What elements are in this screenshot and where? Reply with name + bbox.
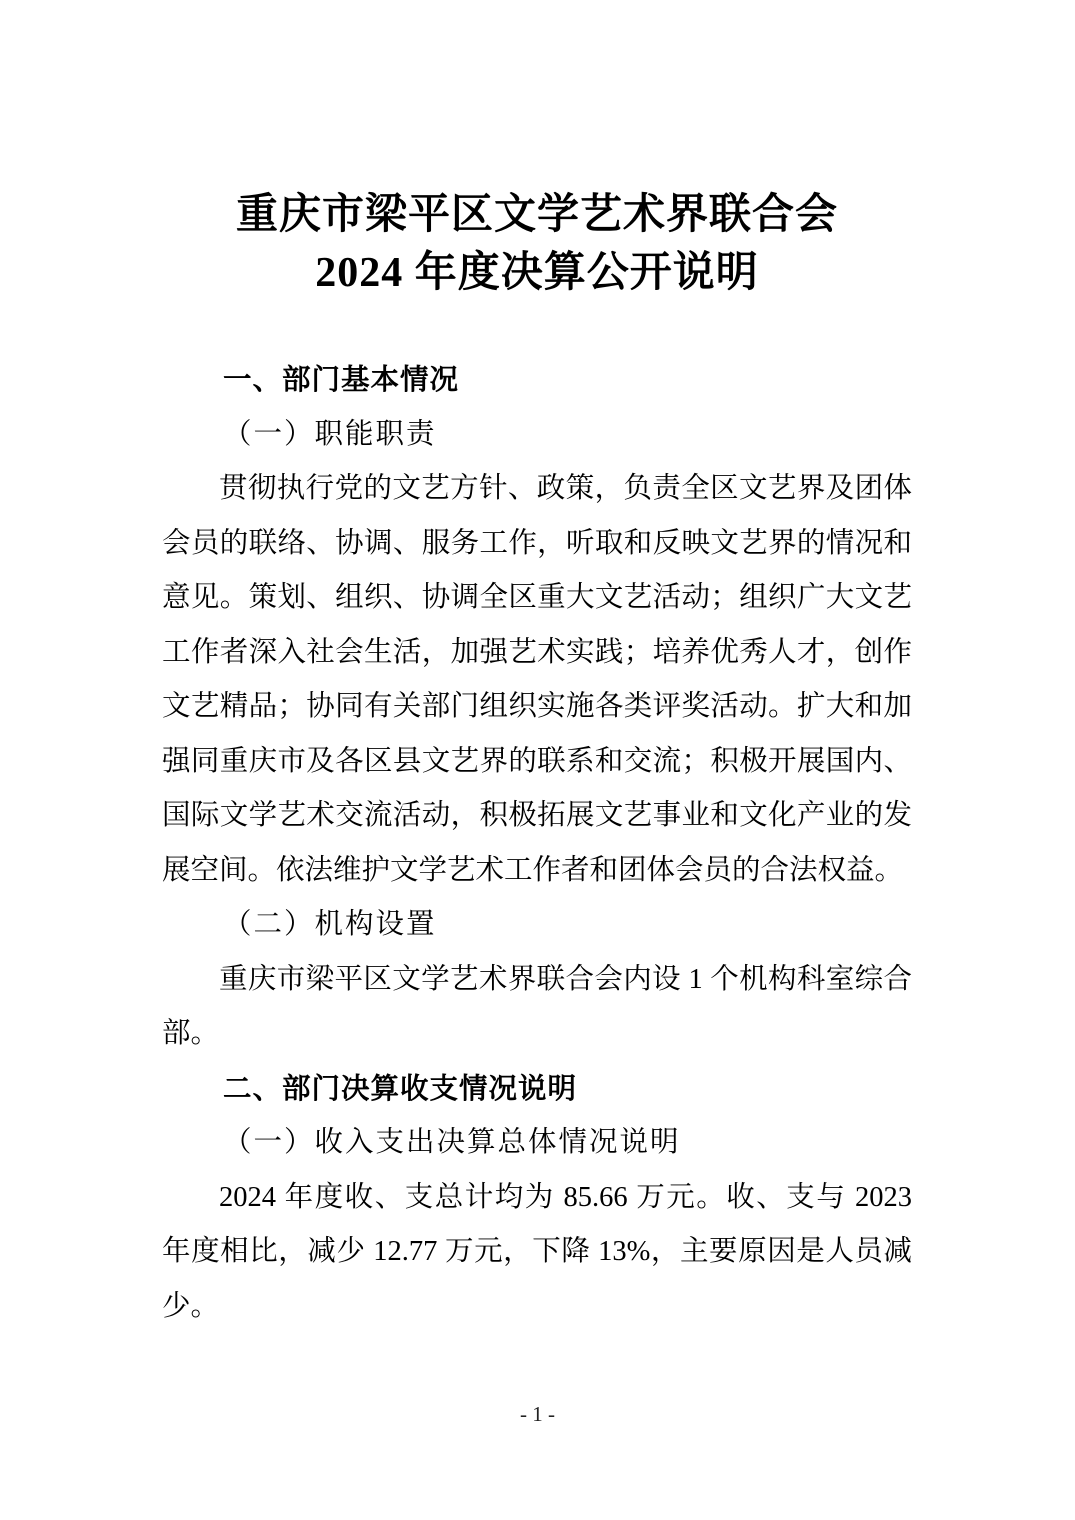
paragraph-organization: 重庆市梁平区文学艺术界联合会内设 1 个机构科室综合部。 [162, 963, 912, 1049]
document-body [162, 353, 912, 1334]
document-content [162, 186, 912, 1334]
subsection-heading-1-2-organization: （二）机构设置 [223, 909, 437, 940]
title-line-1: 重庆市梁平区文学艺术界联合会 [235, 192, 838, 238]
document-title [162, 186, 912, 302]
section-heading-1: 一、部门基本情况 [223, 364, 460, 396]
title-line-2: 2024 年度决算公开说明 [315, 250, 759, 296]
paragraph-duties: 贯彻执行党的文艺方针、政策，负责全区文艺界及团体会员的联络、协调、服务工作，听取和反映文艺界的情况和意见。策划、组织、协调全区重大文艺活动；组织广大文艺工作者深入社会生活，加强艺术实践；培养优秀人才，创作文艺精品；协同有关部门组织实施各类评奖活动。扩大和加强同重庆市及各区县文艺界的联系和交流；积极开展国内、国际文学艺术交流活动，积极拓展文艺事业和文化产业的发展空间。依法维护文学艺术工作者和团体会员的合法权益。 [162, 473, 912, 886]
paragraph-budget-overview: 2024 年度收、支总计均为 85.66 万元。收、支与 2023 年度相比，减少 12.77 万元，下降 13%，主要原因是人员减少。 [162, 1181, 912, 1322]
subsection-heading-1-1-duties: （一）职能职责 [223, 418, 437, 450]
subsection-heading-2-1-overview: （一）收入支出决算总体情况说明 [223, 1127, 681, 1158]
page-number: - 1 - [520, 1402, 555, 1426]
section-heading-2: 二、部门决算收支情况说明 [223, 1072, 578, 1105]
